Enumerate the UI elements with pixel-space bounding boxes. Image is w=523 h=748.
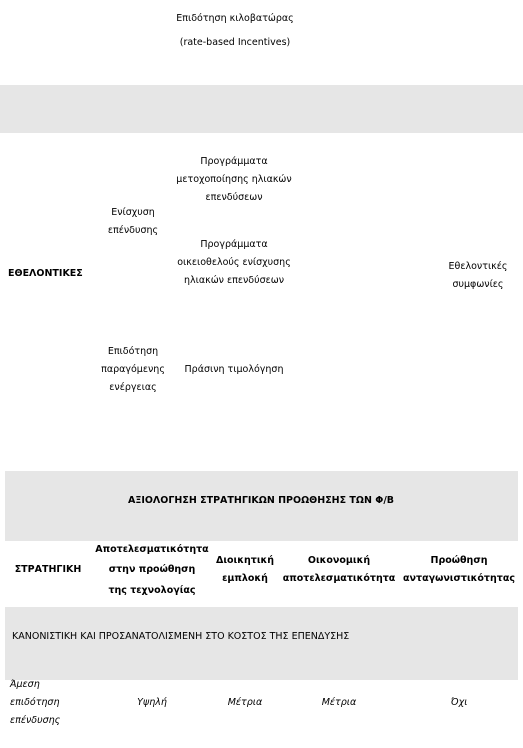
separator-band [0,85,523,133]
header-strategy: ΣΤΡΑΤΗΓΙΚΗ [14,564,82,575]
row-economic: Μέτρια [321,697,357,708]
voluntary-support-line1: Προγράμματα [200,239,268,250]
row-strategy-line2: επιδότηση [10,697,60,708]
row-admin: Μέτρια [227,697,263,708]
row-effectiveness: Υψηλή [137,697,167,708]
header-effectiveness-line3: της τεχνολογίας [108,585,196,596]
production-subsidy-line2: παραγόμενης [101,364,165,375]
shareholding-programs-line1: Προγράμματα [200,156,268,167]
voluntary-support-line2: οικειοθελούς ενίσχυσης [177,257,291,268]
production-subsidy-line3: ενέργειας [109,382,157,393]
shareholding-programs-line2: μετοχοποίησης ηλιακών [176,174,292,185]
header-effectiveness-line2: στην προώθηση [108,564,196,575]
row-strategy-line1: Άμεση [10,679,40,690]
row-competition: Όχι [450,697,468,708]
shareholding-programs-line3: επενδύσεων [205,192,263,203]
investment-support-line1: Ενίσχυση [111,207,155,218]
header-economic-line1: Οικονομική [307,555,371,566]
header-competition-line2: ανταγωνιστικότητας [403,573,515,584]
header-admin-line1: Διοικητική [215,555,275,566]
header-effectiveness-line1: Αποτελεσματικότητα [95,544,209,555]
header-economic-line2: αποτελεσματικότητα [282,573,396,584]
header-admin-line2: εμπλοκή [222,573,268,584]
rate-incentive-english: (rate-based Incentives) [179,37,291,48]
rate-incentive-label: Επιδότηση κιλοβατώρας [176,13,294,24]
investment-support-line2: επένδυσης [107,225,159,236]
green-pricing: Πράσινη τιμολόγηση [184,364,284,375]
production-subsidy-line1: Επιδότηση [107,346,159,357]
voluntary-category: ΕΘΕΛΟΝΤΙΚΕΣ [8,268,83,279]
voluntary-agreements-line1: Εθελοντικές [448,261,508,272]
header-competition-line1: Προώθηση [430,555,488,566]
section-title: ΚΑΝΟΝΙΣΤΙΚΗ ΚΑΙ ΠΡΟΣΑΝΑΤΟΛΙΣΜΕΝΗ ΣΤΟ ΚΟΣΤΟΣ ΤΗΣ ΕΠΕΝΔΥΣΗΣ [12,631,350,642]
voluntary-support-line3: ηλιακών επενδύσεων [183,275,285,286]
evaluation-title: ΑΞΙΟΛΟΓΗΣΗ ΣΤΡΑΤΗΓΙΚΩΝ ΠΡΟΩΘΗΣΗΣ ΤΩΝ Φ/Β [127,495,395,506]
voluntary-agreements-line2: συμφωνίες [452,279,504,290]
row-strategy-line3: επένδυσης [10,715,61,726]
